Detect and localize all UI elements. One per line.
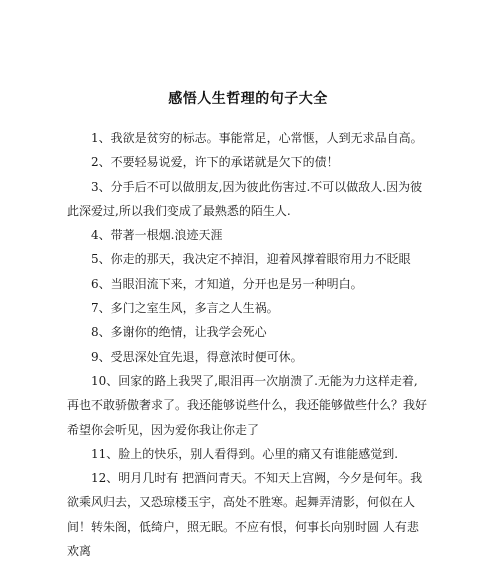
paragraph-5: 5、你走的那天，我决定不掉泪，迎着风撑着眼帘用力不眨眼 [91,252,411,267]
paragraph-8: 8、多谢你的绝情，让我学会死心 [91,325,267,340]
paragraph-3: 3、分手后不可以做朋友,因为彼此伤害过.不可以做敌人.因为彼此深爱过,所以我们变成了最熟悉的陌生人. [67,179,423,218]
paragraph-11: 11、脸上的快乐，别人看得到。心里的痛又有谁能感觉到. [91,446,399,461]
paragraph-1: 1、我欲是贫穷的标志。事能常足，心常惬，人到无求品自高。 [91,131,423,145]
document-title: 感悟人生哲理的句子大全 [168,91,328,107]
paragraph-4: 4、带著一根烟.浪迹天涯 [91,228,223,243]
paragraph-9: 9、受思深处宜先退，得意浓时便可休。 [91,349,303,364]
paragraph-12: 12、明月几时有 把酒问青天。不知天上宫阙，今夕是何年。我欲乘风归去，又恐琼楼玉宇，高处不胜寒。起舞弄清影，何似在人间！转朱阁，低绮户，照无眠。不应有恨，何事长向别时圆 人有悲欢离 [67,471,423,559]
paragraph-2: 2、不要轻易说爱，许下的承诺就是欠下的债！ [91,155,339,170]
paragraph-7: 7、多门之室生风，多言之人生祸。 [91,301,279,316]
document-body [67,126,427,561]
paragraph-6: 6、当眼泪流下来，才知道，分开也是另一种明白。 [91,276,363,291]
paragraph-10: 10、回家的路上我哭了,眼泪再一次崩溃了.无能为力这样走着,再也不敢骄傲奢求了。我还能够说些什么，我还能够做些什么？我好希望你会听见，因为爱你我让你走了 [67,373,428,437]
